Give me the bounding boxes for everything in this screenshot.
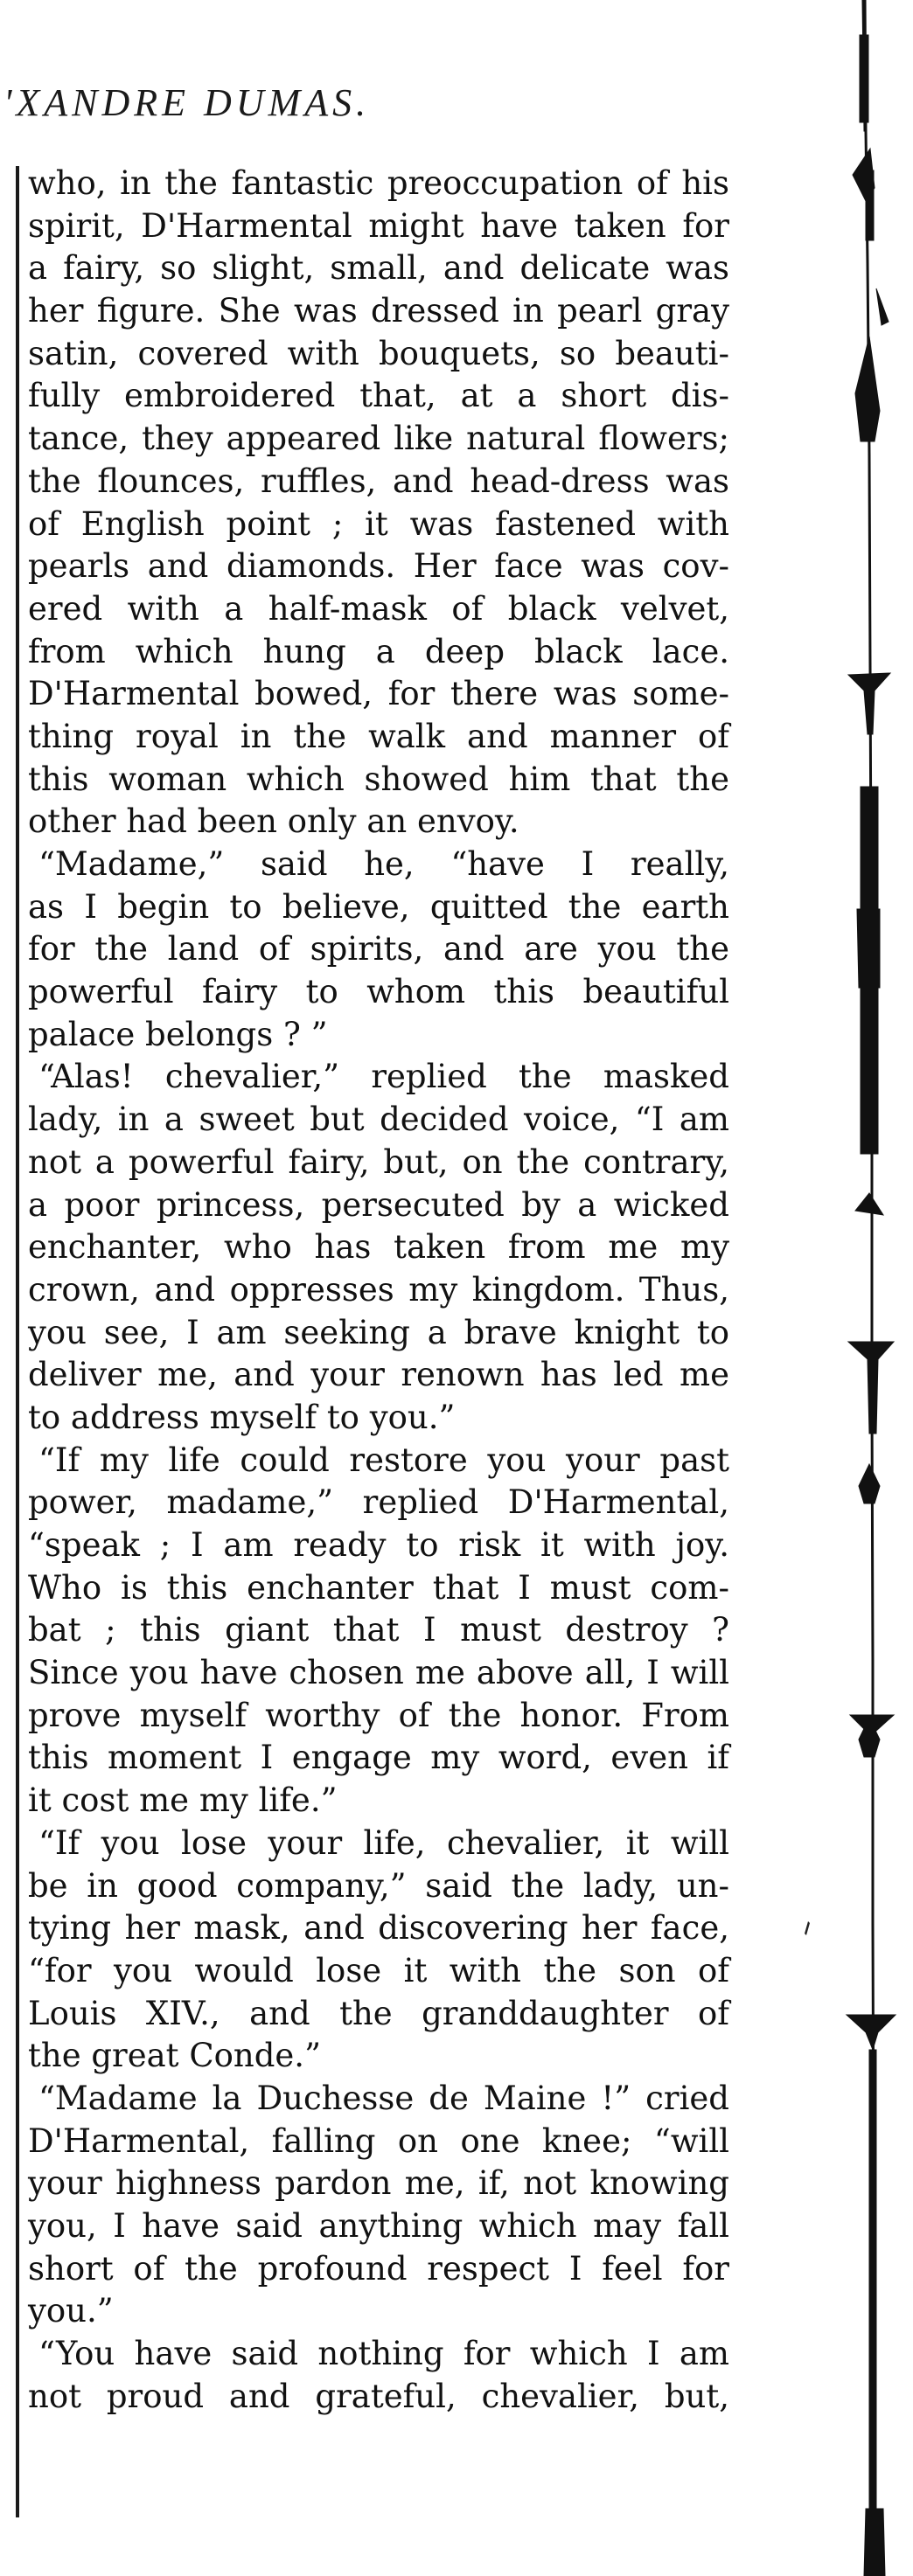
text-line: bat ; this giant that I must destroy ? [28,1611,729,1649]
text-line: a fairy, so slight, small, and delicate was [28,249,729,288]
text-line: of English point ; it was fastened with [28,504,729,543]
text-line: tying her mask, and discovering her face, [28,1909,729,1948]
text-line: satin, covered with bouquets, so beauti- [28,334,729,372]
text-line: “You have said nothing for which I am [38,2335,729,2373]
text-line: to address myself to you.” [28,1398,456,1436]
text-line: prove myself worthy of the honor. From [28,1696,729,1734]
text-line: you.” [28,2292,114,2330]
text-line: for the land of spirits, and are you the [28,930,729,969]
text-line: deliver me, and your renown has led me [28,1356,729,1394]
text-line: power, madame,” replied D'Harmental, [28,1483,729,1522]
text-line: the great Conde.” [28,2037,321,2075]
running-head: 'XANDRE DUMAS. [3,81,371,124]
text-line: tance, they appeared like natural flowers; [28,420,729,458]
text-line: thing royal in the walk and manner of [28,717,729,755]
text-line: from which hung a deep black lace. [28,632,729,670]
text-line: who, in the fantastic preoccupation of his [28,164,729,202]
text-line: you see, I am seeking a brave knight to [28,1313,729,1351]
text-line: enchanter, who has taken from me my [28,1228,729,1267]
text-line: “Alas! chevalier,” replied the masked [38,1058,729,1096]
text-line: this moment I engage my word, even if [28,1739,729,1777]
text-line: crown, and oppresses my kingdom. Thus, [28,1270,729,1309]
text-line: you, I have said anything which may fall [28,2207,729,2245]
text-line: “If my life could restore you your past [38,1441,729,1479]
text-line: Louis XIV., and the granddaughter of [28,1994,729,2032]
text-line: “speak ; I am ready to risk it with joy. [28,1526,729,1564]
text-line: short of the profound respect I feel for [28,2249,729,2288]
text-line: it cost me my life.” [28,1781,338,1820]
text-line: a poor princess, persecuted by a wicked [28,1185,729,1224]
text-line: your highness pardon me, if, not knowing [28,2164,729,2203]
text-line: fully embroidered that, at a short dis- [28,377,729,415]
text-line: spirit, D'Harmental might have taken for [28,206,729,245]
text-line: “for you would lose it with the son of [28,1951,729,1989]
text-line: as I begin to believe, quitted the earth [28,887,729,926]
column-rule [16,166,19,2517]
text-line: ered with a half-mask of black velvet, [28,589,729,628]
binding-edge [840,0,913,2576]
text-line: the flounces, ruffles, and head-dress was [28,462,729,500]
text-line: Since you have chosen me above all, I will [28,1654,729,1692]
text-line: lady, in a sweet but decided voice, “I am [28,1101,729,1139]
text-line: “If you lose your life, chevalier, it will [38,1823,729,1862]
text-line: other had been only an envoy. [28,802,519,841]
text-line: not a powerful fairy, but, on the contrary, [28,1142,729,1181]
text-line: her figure. She was dressed in pearl gray [28,292,729,330]
text-column [28,163,729,2418]
text-line: “Madame la Duchesse de Maine !” cried [38,2079,729,2117]
stray-mark [805,1921,810,1935]
text-line: Who is this enchanter that I must com- [28,1568,729,1607]
text-line: palace belongs ? ” [28,1015,328,1053]
text-line: D'Harmental bowed, for there was some- [28,675,729,713]
text-line: powerful fairy to whom this beautiful [28,973,729,1011]
text-line: be in good company,” said the lady, un- [28,1866,729,1905]
text-line: D'Harmental, falling on one knee; “will [28,2121,729,2160]
text-line: not proud and grateful, chevalier, but, [28,2377,729,2415]
text-line: “Madame,” said he, “have I really, [38,845,729,883]
text-line: pearls and diamonds. Her face was cov- [28,547,729,586]
text-line: this woman which showed him that the [28,760,729,798]
